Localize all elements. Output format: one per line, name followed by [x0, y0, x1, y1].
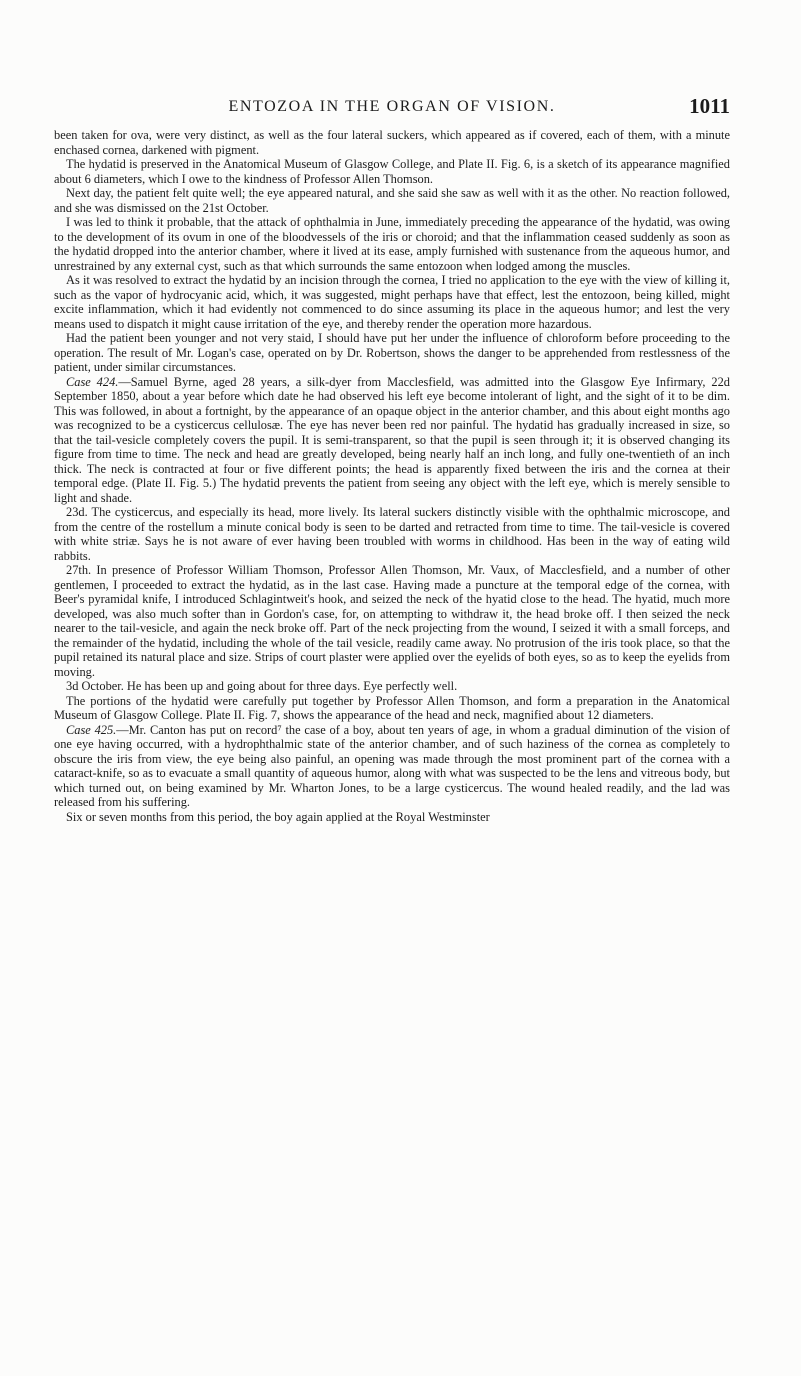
paragraph: Next day, the patient felt quite well; the eye appeared natural, and she said she saw as well with it as the other. No reaction followed, and she was dismissed on the 21st October. — [54, 186, 730, 215]
page-number: 1011 — [689, 94, 730, 118]
running-title: ENTOZOA IN THE ORGAN OF VISION. — [228, 98, 556, 115]
body-text — [54, 128, 730, 824]
paragraph: I was led to think it probable, that the attack of ophthalmia in June, immediately preceding the appearance of the hydatid, was owing to the development of its ovum in one of the bloodvessels of the iris or choroid; and that the inflammation ceased suddenly as soon as the hydatid dropped into the anterior chamber, where it lived at its ease, amply furnished with sustenance from the aqueous humor, and unrestrained by any external cyst, such as that which surrounds the same entozoon when lodged among the muscles. — [54, 215, 730, 273]
case-paragraph: Case 425.—Mr. Canton has put on record⁷ the case of a boy, about ten years of age, in whom a gradual diminution of the vision of one eye having occurred, with a hydrophthalmic state of the anterior chamber, and of such haziness of the cornea as completely to obscure the iris from view, the eye being also painful, an opening was made through the most prominent part of the cornea with a cataract-knife, so as to evacuate a small quantity of aqueous humor, along with what was suspected to be the lens and vitreous body, but which turned out, on being examined by Mr. Wharton Jones, to be a large cysticercus. The wound healed readily, and the lad was released from his suffering. — [54, 722, 730, 809]
case-paragraph: Case 424.—Samuel Byrne, aged 28 years, a silk-dyer from Macclesfield, was admitted into the Glasgow Eye Infirmary, 22d September 1850, about a year before which date he had observed his left eye become intolerant of light, and the sight of it to be dim. This was followed, in about a fortnight, by the appearance of an opaque object in the anterior chamber, and this about eight months ago was recognized to be a cysticercus cellulosæ. The eye has never been red nor painful. The hydatid has gradually increased in size, so that the tail-vesicle completely covers the pupil. It is semi-transparent, so that the pupil is seen through it; it is observed changing its figure from time to time. The neck and head are greatly developed, being nearly half an inch long, and fully one-twentieth of an inch thick. The neck is contracted at four or five different points; the head is apparently fixed between the iris and the cornea at their temporal edge. (Plate II. Fig. 5.) The hydatid prevents the patient from seeing any object with the left eye, which is merely sensible to light and shade. — [54, 374, 730, 505]
paragraph: 3d October. He has been up and going about for three days. Eye perfectly well. — [66, 679, 458, 693]
case-number: Case 425. — [66, 722, 117, 737]
paragraph: The hydatid is preserved in the Anatomical Museum of Glasgow College, and Plate II. Fig. 6, is a sketch of its appearance magnified about 6 diameters, which I owe to the kindness of Professor Allen Thomson. — [54, 157, 730, 186]
running-head — [54, 94, 730, 120]
case-number: Case 424. — [66, 374, 119, 389]
paragraph: 27th. In presence of Professor William Thomson, Professor Allen Thomson, Mr. Vaux, of Macclesfield, and a number of other gentlemen, I proceeded to extract the hydatid, as in the last case. Having made a puncture at the temporal edge of the cornea, with Beer's pyramidal knife, I introduced Schlagintweit's hook, and seized the neck of the hyatid close to the head. The hyatid, much more developed, was also much softer than in Gordon's case, for, on attempting to withdraw it, the head broke off. I then seized the neck nearer to the tail-vesicle, and again the neck broke off. Part of the neck projecting from the wound, I seized it with a small forceps, and the remainder of the hydatid, including the whole of the tail vesicle, readily came away. No protrusion of the iris took place, so that the pupil retained its natural place and size. Strips of court plaster were applied over the eyelids of both eyes, so as to keep the eyelids from moving. — [54, 563, 730, 679]
paragraph: As it was resolved to extract the hydatid by an incision through the cornea, I tried no application to the eye with the view of killing it, such as the vapor of hydrocyanic acid, which, it was suggested, might perhaps have that effect, lest the entozoon, being killed, might excite inflammation, which it had evidently not commenced to do since assuming its place in the aqueous humor; and lest the very means used to dispatch it might cause irritation of the eye, and thereby render the operation more hazardous. — [54, 273, 730, 331]
paragraph: The portions of the hydatid were carefully put together by Professor Allen Thomson, and form a preparation in the Anatomical Museum of Glasgow College. Plate II. Fig. 7, shows the appearance of the head and neck, magnified about 12 diameters. — [54, 693, 730, 722]
paragraph: Had the patient been younger and not very staid, I should have put her under the influence of chloroform before proceeding to the operation. The result of Mr. Logan's case, operated on by Dr. Robertson, shows the danger to be apprehended from restlessness of the patient, under similar circumstances. — [54, 331, 730, 374]
paragraph: 23d. The cysticercus, and especially its head, more lively. Its lateral suckers distinctly visible with the ophthalmic microscope, and from the centre of the rostellum a minute conical body is seen to be darted and retracted from time to time. The tail-vesicle is covered with white striæ. Says he is not aware of ever having been troubled with worms in childhood. Has been in the way of eating wild rabbits. — [54, 505, 730, 563]
paragraph: Six or seven months from this period, the boy again applied at the Royal Westminster — [66, 809, 490, 824]
paragraph: been taken for ova, were very distinct, as well as the four lateral suckers, which appeared as if covered, each of them, with a minute enchased cornea, darkened with pigment. — [54, 128, 730, 157]
